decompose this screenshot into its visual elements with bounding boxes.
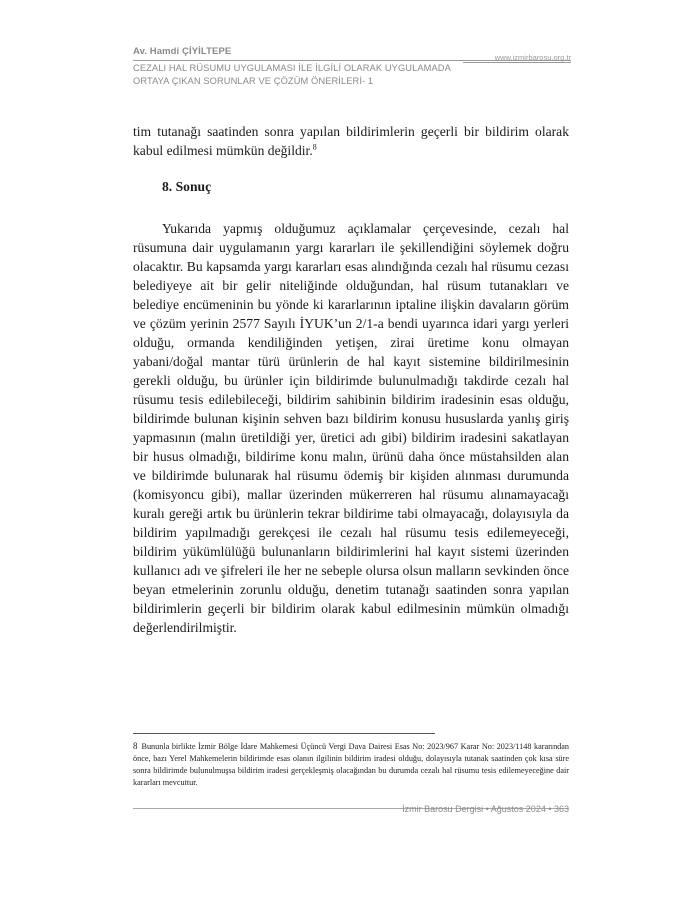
page-header	[133, 46, 571, 96]
paragraph-text: tim tutanağı saatinden sonra yapılan bildirimlerin geçerli bir bildirim olarak kabul edilmesi mümkün değildir.	[133, 124, 569, 158]
article-title-line-1: CEZALI HAL RÜSUMU UYGULAMASI İLE İLGİLİ OLARAK UYGULAMADA	[133, 63, 451, 73]
header-title-divider	[463, 62, 571, 63]
footnote-reference[interactable]: 8	[312, 142, 317, 152]
page-footer: İzmir Barosu Dergisi • Ağustos 2024 • 363	[402, 804, 569, 814]
article-title	[133, 62, 453, 87]
footnote-text: Bununla birlikte İzmir Bölge İdare Mahkemesi Üçüncü Vergi Dava Dairesi Esas No: 2023/967 Karar No: 2023/1148 kararından önce, bazı Yerel Mahkemelerin bildirimde esas olanın ilgilinin bildirim iradesi olduğu, dolayısıyla tutanak saatinden çok kısa süre sonra bildirimde bulunulmuşsa bildirim iradesi gerçekleşmiş olacağından bu durumda cezalı hal rüsumu tesis edilemeyeceğine dair kararları mevcuttur.	[133, 742, 569, 787]
conclusion-paragraph: Yukarıda yapmış olduğumuz açıklamalar çerçevesinde, cezalı hal rüsumuna dair uygulamanın yargı kararları ile şekillendiğini söylemek doğru olacaktır. Bu kapsamda yargı kararları esas alındığında cezalı hal rüsumu cezası belediyeye ait bir gelir niteliğinde olduğundan, hal rüsum tutanakları ve belediye encümeninin bu yönde ki kararlarının iptaline ilişkin davaların görüm ve çözüm yerinin 2577 Sayılı İYUK’un 2/1-a bendi uyarınca idari yargı yerleri olduğu, ormanda kendiliğinden yetişen, zirai üretime konu olmayan yabani/doğal mantar türü ürünlerin de hal kayıt sistemine bildirilmesinin gerekli olduğu, bu ürünler için bildirimde bulunulmadığı takdirde cezalı hal rüsumu tesis edilebileceği, bildirim sahibinin bildirim iradesinin esas olduğu, bildirimde bulunan kişinin sehven bazı bildirim konusu hususlarda yanlış giriş yapmasının (malın üretildiği yer, üretici adı gibi) bildirim iradesini sakatlayan bir husus olmadığı, bildirime konu malın, ürünü daha önce müstahsilden alan ve bildirimde bulunarak hal rüsumu ödemiş bir kişiden alınması durumunda (komisyoncu gibi), mallar üzerinden mükerreren hal rüsumu alınamayacağı kuralı gereği artık bu ürünlerin tekrar bildirime tabi olmayacağı, dolayısıyla da bildirim yapılmadığı gerekçesi ile cezalı hal rüsumu tesis edilemeyeceği, bildirim yükümlülüğü bulunanların bildirimlerini hal kayıt sistemi üzerinden kullanıcı adı ve şifreleri ile her ne sebeple olursa olsun malların sevkinden önce beyan etmelerinin zorunlu olduğu, denetim tutanağı saatinden sonra yapılan bildirimlerin geçerli bir bildirim olarak kabul edilmesinin mümkün olmadığı değerlendirilmiştir.	[133, 221, 569, 635]
section-heading: 8. Sonuç	[162, 179, 212, 194]
footnote	[133, 740, 569, 789]
website-link[interactable]: www.izmirbarosu.org.tr	[494, 53, 571, 62]
body-paragraph-continuation	[133, 122, 569, 160]
footnote-number: 8	[133, 741, 138, 751]
article-title-line-2: ORTAYA ÇIKAN SORUNLAR VE ÇÖZÜM ÖNERİLERİ- 1	[133, 75, 374, 86]
author-name: Av. Hamdi ÇİYİLTEPE	[133, 46, 232, 57]
footnote-divider	[133, 733, 435, 734]
